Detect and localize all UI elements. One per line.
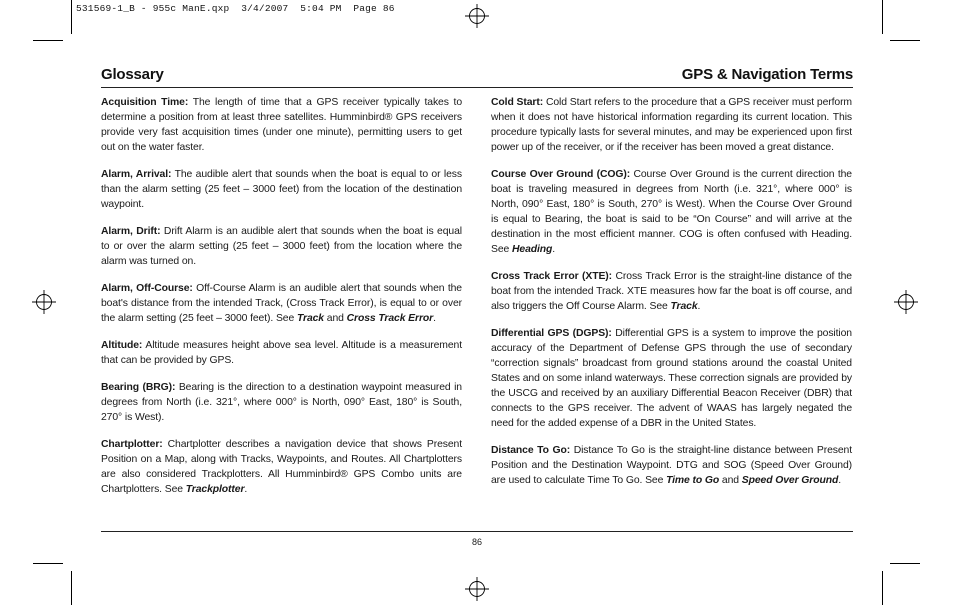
crop-mark-top-right-horizontal	[890, 40, 920, 41]
glossary-term: Chartplotter:	[101, 439, 163, 450]
glossary-entry	[491, 326, 852, 431]
glossary-definition-end: .	[697, 301, 701, 312]
right-column	[491, 95, 852, 500]
cross-reference: Time to Go	[666, 475, 720, 486]
cross-reference: Speed Over Ground	[741, 475, 839, 486]
glossary-entry	[101, 437, 462, 497]
print-slug: 531569-1_B - 955c ManE.qxp 3/4/2007 5:04 PM Page 86	[76, 3, 395, 14]
glossary-entry	[491, 167, 852, 257]
glossary-definition-end: .	[552, 244, 556, 255]
glossary-definition: The audible alert that sounds when the boat is equal to or less than the alarm setting (25 feet – 3000 feet) from the location of the destination waypoint.	[101, 169, 462, 210]
left-column	[101, 95, 462, 509]
glossary-entry	[101, 281, 462, 326]
glossary-definition-end: .	[433, 313, 436, 324]
glossary-entry	[101, 224, 462, 269]
glossary-entry	[101, 167, 462, 212]
glossary-definition: Differential GPS is a system to improve the position accuracy of the Department of Defense GPS through the use of secondary “correction signals” broadcast from ground stations around the coastal United States and on some inland waterways. These correction signals are provided by the USCG and received by an auxiliary Differential Beacon Receiver (DBR) that connects to the GPS receiver. The advent of WAAS has largely negated the need for the added expense of a DBR in the United States.	[491, 328, 852, 429]
glossary-definition: Off-Course Alarm is an audible alert that sounds when the boat's distance from the intended Track, (Cross Track Error), is equal to or over the alarm setting (25 feet – 3000 feet). See	[101, 283, 462, 324]
cross-reference: Track	[296, 313, 324, 324]
glossary-definition-end: .	[244, 484, 248, 495]
crop-mark-bottom-right-vertical	[882, 571, 883, 605]
glossary-definition-connector: and	[323, 313, 347, 324]
crop-mark-top-left-horizontal	[33, 40, 63, 41]
crop-mark-top-left-vertical	[71, 0, 72, 34]
glossary-term: Alarm, Drift:	[101, 226, 161, 237]
glossary-term: Course Over Ground (COG):	[491, 169, 631, 180]
glossary-term: Alarm, Off-Course:	[101, 283, 193, 294]
glossary-entry	[491, 95, 852, 155]
glossary-entry	[491, 269, 852, 314]
registration-mark-top-icon	[465, 4, 489, 28]
crop-mark-bottom-left-horizontal	[33, 563, 63, 564]
glossary-term: Cold Start:	[491, 97, 544, 108]
glossary-definition: Chartplotter describes a navigation device that shows Present Position on a Map, along with Tracks, Waypoints, and Routes. All Chartplotters are also considered Trackplotters. All Humminbird® GPS Combo units are Chartplotters. See	[101, 439, 462, 495]
page-number: 86	[471, 537, 482, 547]
glossary-term: Altitude:	[101, 340, 143, 351]
glossary-definition: Distance To Go is the straight-line distance between Present Position and the Destination Waypoint. DTG and SOG (Speed Over Ground) are used to calculate Time To Go. See	[491, 445, 853, 486]
glossary-term: Distance To Go:	[491, 445, 571, 456]
registration-mark-bottom-icon	[465, 577, 489, 601]
section-title-gps-navigation-terms: GPS & Navigation Terms	[681, 66, 853, 83]
footer-rule	[101, 531, 853, 532]
glossary-entry	[101, 338, 462, 368]
glossary-definition: Cross Track Error is the straight-line distance of the boat from the intended Track. XTE measures how far the boat is off course, and also triggers the Off Course Alarm. See	[491, 271, 852, 312]
header-rule	[101, 87, 853, 88]
registration-mark-right-icon	[894, 290, 918, 314]
glossary-definition: Bearing is the direction to a destination waypoint measured in degrees from North (i.e. 321°, where 000° is North, 090° East, 180° is South, 270° is West).	[101, 382, 462, 423]
crop-mark-bottom-left-vertical	[71, 571, 72, 605]
glossary-definition: Altitude measures height above sea level. Altitude is a measurement that can be provided by GPS.	[101, 340, 462, 366]
registration-mark-left-icon	[32, 290, 56, 314]
glossary-definition: Cold Start refers to the procedure that a GPS receiver must perform when it does not have historical information regarding its current location. This procedure typically lasts for several minutes, and may be experienced upon first power up of the receiver, or if the receiver has been moved a great distance.	[491, 97, 852, 153]
glossary-term: Differential GPS (DGPS):	[491, 328, 612, 339]
glossary-entry	[101, 95, 462, 155]
section-title-glossary: Glossary	[101, 66, 164, 83]
glossary-definition: Drift Alarm is an audible alert that sounds when the boat is equal to or over the alarm setting (25 feet – 3000 feet) from the location where the alarm was turned on.	[101, 226, 462, 267]
cross-reference: Track	[670, 301, 698, 312]
glossary-entry	[491, 443, 852, 488]
cross-reference: Cross Track Error	[346, 313, 434, 324]
cross-reference: Trackplotter	[185, 484, 245, 495]
glossary-definition-connector: and	[719, 475, 742, 486]
glossary-term: Acquisition Time:	[101, 97, 189, 108]
glossary-definition: The length of time that a GPS receiver typically takes to determine a position from at least three satellites. Humminbird® GPS receivers provide very fast acquisition times (under one minute), permitting users to get out on the water faster.	[101, 97, 463, 153]
glossary-term: Alarm, Arrival:	[101, 169, 172, 180]
glossary-entry	[101, 380, 462, 425]
glossary-definition-end: .	[838, 475, 842, 486]
cross-reference: Heading	[511, 244, 553, 255]
crop-mark-top-right-vertical	[882, 0, 883, 34]
glossary-term: Bearing (BRG):	[101, 382, 176, 393]
glossary-definition: Course Over Ground is the current direction the boat is traveling measured in degrees from North (i.e. 321°, where 000° is North, 090° East, 180° is South, 270° is West). When the Course Over Ground is equal to Bearing, the boat is said to be “On Course” and will arrive at the destination in the most efficient manner. COG is often confused with Heading. See	[491, 169, 852, 255]
glossary-term: Cross Track Error (XTE):	[491, 271, 612, 282]
crop-mark-bottom-right-horizontal	[890, 563, 920, 564]
